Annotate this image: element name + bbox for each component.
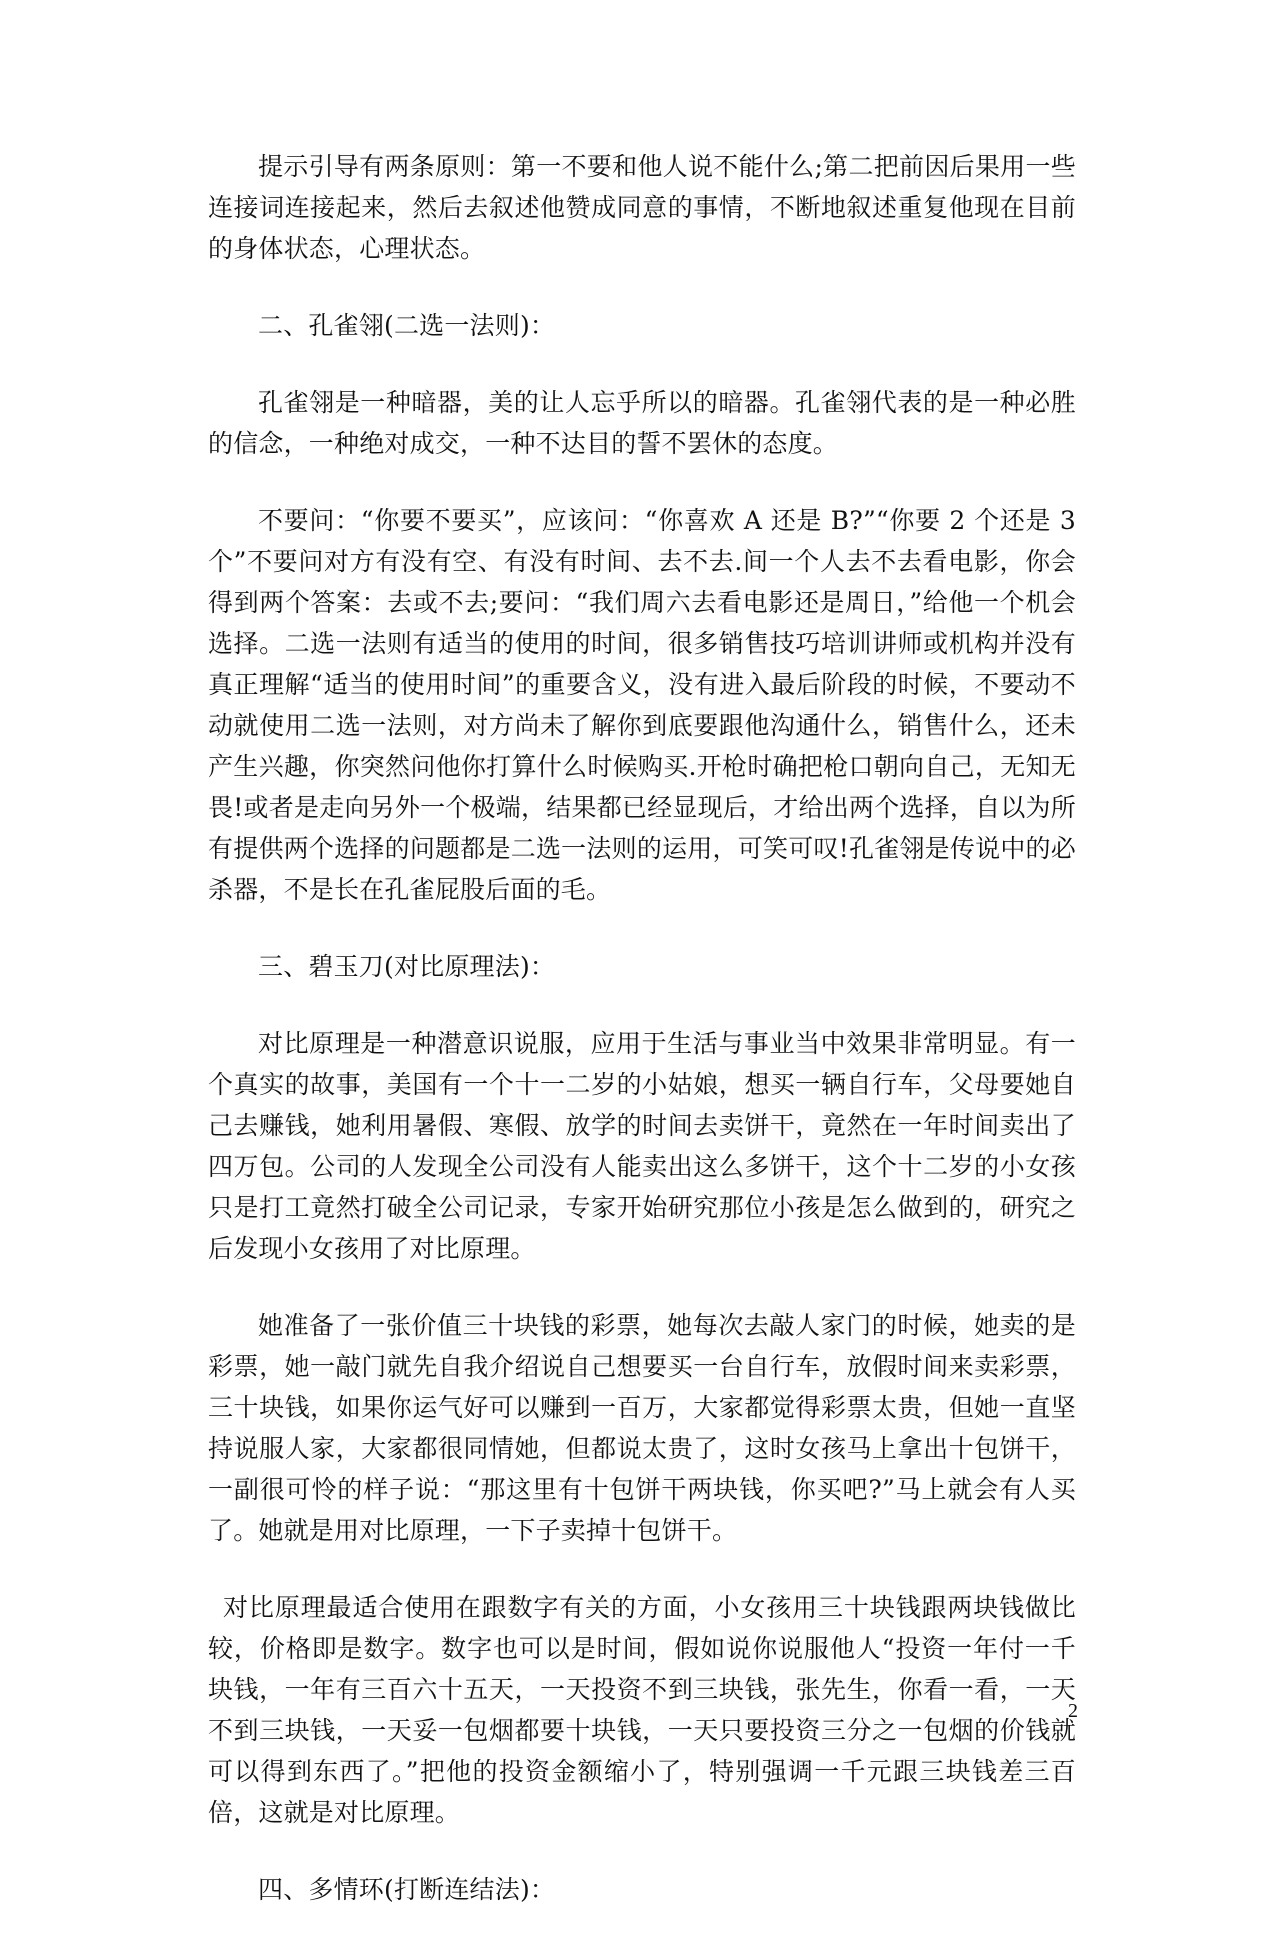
section-heading-jade-blade: 三、碧玉刀(对比原理法)： <box>258 952 556 981</box>
paragraph-lottery-ticket-story: 她准备了一张价值三十块钱的彩票，她每次去敲人家门的时候，她卖的是彩票，她一敲门就先自我介绍说自己想要买一台自行车，放假时间来卖彩票，三十块钱，如果你运气好可以赚到一百万，大家都觉得彩票太贵，但她一直坚持说服人家，大家都很同情她，但都说太贵了，这时女孩马上拿出十包饼干，一副很可怜的样子说：“那这里有十包饼干两块钱，你买吧?”马上就会有人买了。她就是用对比原理，一下子卖掉十包饼干。 <box>208 1311 1076 1545</box>
page-number: 2 <box>1068 1700 1078 1722</box>
paragraph-contrast-numbers: 对比原理最适合使用在跟数字有关的方面，小女孩用三十块钱跟两块钱做比较，价格即是数字。数字也可以是时间，假如说你说服他人“投资一年付一千块钱，一年有三百六十五天，一天投资不到三块钱，张先生，你看一看，一天不到三块钱，一天妥一包烟都要十块钱，一天只要投资三分之一包烟的价钱就可以得到东西了。”把他的投资金额缩小了，特别强调一千元跟三块钱差三百倍，这就是对比原理。 <box>208 1593 1076 1827</box>
section-heading-peacock-feather: 二、孔雀翎(二选一法则)： <box>258 311 556 340</box>
section-heading-affection-ring: 四、多情环(打断连结法)： <box>258 1875 556 1904</box>
paragraph-peacock-feather-intro: 孔雀翎是一种暗器，美的让人忘乎所以的暗器。孔雀翎代表的是一种必胜的信念，一种绝对成交，一种不达目的誓不罢休的态度。 <box>208 388 1076 458</box>
paragraph-two-choice-rule: 不要问：“你要不要买”，应该问：“你喜欢 A 还是 B?”“你要 2 个还是 3 个”不要问对方有没有空、有没有时间、去不去.间一个人去不去看电影，你会得到两个答案：去或不去;要问：“我们周六去看电影还是周日，”给他一个机会选择。二选一法则有适当的使用的时间，很多销售技巧培训讲师或机构并没有真正理解“适当的使用时间”的重要含义，没有进入最后阶段的时候，不要动不动就使用二选一法则，对方尚未了解你到底要跟他沟通什么，销售什么，还未产生兴趣，你突然问他你打算什么时候购买.开枪时确把枪口朝向自己，无知无畏!或者是走向另外一个极端，结果都已经显现后，才给出两个选择，自以为所有提供两个选择的问题都是二选一法则的运用，可笑可叹!孔雀翎是传说中的必杀器，不是长在孔雀屁股后面的毛。 <box>208 506 1076 904</box>
document-body <box>208 146 1076 1946</box>
paragraph-hint-principles: 提示引导有两条原则：第一不要和他人说不能什么;第二把前因后果用一些连接词连接起来，然后去叙述他赞成同意的事情，不断地叙述重复他现在目前的身体状态，心理状态。 <box>208 152 1076 263</box>
paragraph-contrast-principle-story: 对比原理是一种潜意识说服，应用于生活与事业当中效果非常明显。有一个真实的故事，美国有一个十一二岁的小姑娘，想买一辆自行车，父母要她自己去赚钱，她利用暑假、寒假、放学的时间去卖饼干，竟然在一年时间卖出了四万包。公司的人发现全公司没有人能卖出这么多饼干，这个十二岁的小女孩只是打工竟然打破全公司记录，专家开始研究那位小孩是怎么做到的，研究之后发现小女孩用了对比原理。 <box>208 1029 1076 1263</box>
